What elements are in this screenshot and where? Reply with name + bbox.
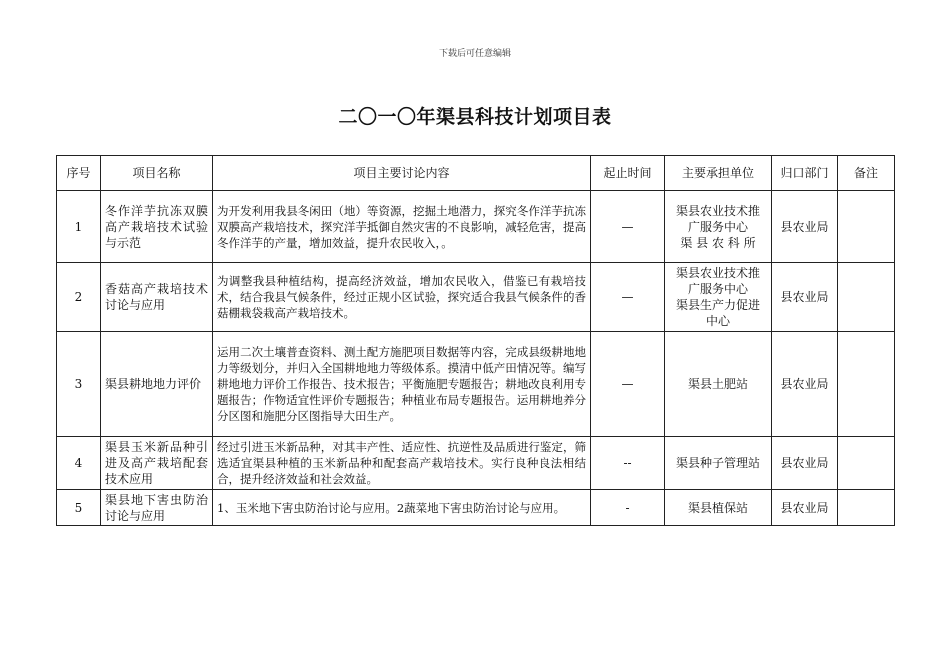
- row-number: 4: [57, 437, 101, 490]
- row-number: 2: [57, 263, 101, 332]
- col-header-unit: 主要承担单位: [665, 156, 772, 191]
- table-row: [57, 490, 895, 526]
- row-number: 1: [57, 191, 101, 263]
- project-name: 渠县玉米新品种引进及高产栽培配套技术应用: [101, 437, 213, 490]
- remark: [838, 263, 895, 332]
- unit-line: 渠县生产力促进: [675, 298, 760, 312]
- project-content: 1、玉米地下害虫防治讨论与应用。2蔬菜地下害虫防治讨论与应用。: [213, 490, 591, 526]
- col-header-remark: 备注: [838, 156, 895, 191]
- row-number: 5: [57, 490, 101, 526]
- department: 县农业局: [772, 263, 838, 332]
- project-content: 经过引进玉米新品种，对其丰产性、适应性、抗逆性及品质进行鉴定，筛选适宜渠县种植的玉米新品种和配套高产栽培技术。实行良种良法相结合，提升经济效益和社会效益。: [213, 437, 591, 490]
- department: 县农业局: [772, 437, 838, 490]
- project-content: 为调整我县种植结构，提高经济效益，增加农民收入，借鉴已有栽培技术，结合我县气候条件，经过正规小区试验，探究适合我县气候条件的香菇棚栽袋栽高产栽培技术。: [213, 263, 591, 332]
- responsible-unit: [665, 332, 772, 437]
- project-name: 渠县地下害虫防治讨论与应用: [101, 490, 213, 526]
- row-number: 3: [57, 332, 101, 437]
- unit-line: 渠县土肥站: [687, 377, 748, 391]
- unit-line: 渠 县 农 科 所: [680, 235, 756, 250]
- remark: [838, 191, 895, 263]
- remark: [838, 332, 895, 437]
- project-content: 运用二次土壤普查资料、测土配方施肥项目数据等内容，完成县级耕地地力等级划分，并归入全国耕地地力等级体系。摸清中低产田情况等。编写耕地地力评价工作报告、技术报告；平衡施肥专题报告；耕地改良利用专题报告；作物适宜性评价专题报告；种植业布局专题报告。运用耕地养分分区图和施肥分区图指导大田生产。: [213, 332, 591, 437]
- remark: [838, 437, 895, 490]
- table-row: [57, 191, 895, 263]
- download-note: 下载后可任意编辑: [438, 49, 511, 59]
- unit-line: 渠县农业技术推: [675, 266, 760, 280]
- col-header-department: 归口部门: [772, 156, 838, 191]
- department: 县农业局: [772, 332, 838, 437]
- unit-line: 渠县植保站: [687, 500, 748, 515]
- responsible-unit: [665, 437, 772, 490]
- unit-line: 中心: [705, 314, 730, 328]
- project-name: 渠县耕地地力评价: [101, 332, 213, 437]
- unit-line: 广服务中心: [687, 219, 748, 234]
- responsible-unit: [665, 490, 772, 526]
- col-header-content: 项目主要讨论内容: [213, 156, 591, 191]
- col-header-period: 起止时间: [591, 156, 665, 191]
- unit-line: 渠县种子管理站: [675, 456, 760, 470]
- unit-line: 渠县农业技术推: [675, 203, 760, 218]
- document-title: 二〇一〇年渠县科技计划项目表: [338, 106, 612, 128]
- project-name: 香菇高产栽培技术讨论与应用: [101, 263, 213, 332]
- department: 县农业局: [772, 191, 838, 263]
- responsible-unit: [665, 191, 772, 263]
- unit-line: 广服务中心: [687, 282, 748, 296]
- responsible-unit: [665, 263, 772, 332]
- table-row: [57, 263, 895, 332]
- project-period: --: [591, 437, 665, 490]
- col-header-number: 序号: [57, 156, 101, 191]
- project-period: —: [591, 191, 665, 263]
- project-name: 冬作洋芋抗冻双膜高产栽培技术试验与示范: [101, 191, 213, 263]
- project-period: —: [591, 332, 665, 437]
- table-row: [57, 332, 895, 437]
- project-period: —: [591, 263, 665, 332]
- col-header-project-name: 项目名称: [101, 156, 213, 191]
- table-row: [57, 437, 895, 490]
- department: 县农业局: [772, 490, 838, 526]
- project-content: 为开发利用我县冬闲田（地）等资源，挖掘土地潜力，探究冬作洋芋抗冻双膜高产栽培技术，探究洋芋抵御自然灾害的不良影响，减轻危害，提高冬作洋芋的产量，增加效益，提升农民收入，。: [213, 191, 591, 263]
- project-period: -: [591, 490, 665, 526]
- table-header-row: [57, 156, 895, 191]
- remark: [838, 490, 895, 526]
- project-table: [56, 155, 895, 526]
